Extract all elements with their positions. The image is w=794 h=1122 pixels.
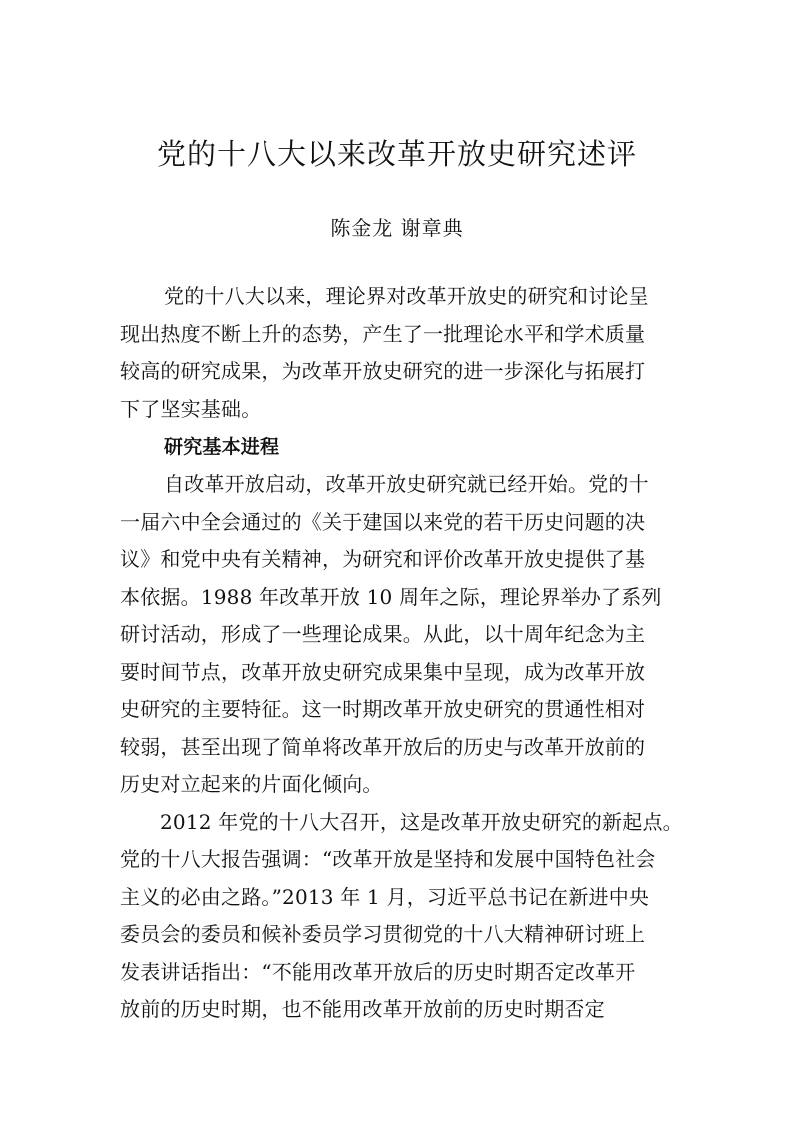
- body-line: 主义的必由之路。”2013 年 1 月，习近平总书记在新进中央: [120, 885, 650, 909]
- document-title: 党的十八大以来改革开放史研究述评: [156, 137, 637, 171]
- body-line: 放前的历史时期，也不能用改革开放前的历史时期否定: [120, 997, 605, 1021]
- body-line: 较高的研究成果，为改革开放史研究的进一步深化与拓展打: [120, 359, 646, 383]
- body-line: 议》和党中央有关精神，为研究和评价改革开放史提供了基: [120, 547, 646, 571]
- section-heading: 研究基本进程: [164, 436, 280, 458]
- body-line: 较弱，甚至出现了简单将改革开放后的历史与改革开放前的: [120, 735, 646, 759]
- body-line: 自改革开放启动，改革开放史研究就已经开始。党的十: [164, 472, 649, 496]
- body-line: 党的十八大报告强调：“改革开放是坚持和发展中国特色社会: [120, 847, 656, 871]
- body-line: 发表讲话指出：“不能用改革开放后的历史时期否定改革开: [120, 960, 636, 984]
- body-line: 现出热度不断上升的态势，产生了一批理论水平和学术质量: [120, 322, 646, 346]
- body-line: 本依据。1988 年改革开放 10 周年之际，理论界举办了系列: [120, 585, 662, 609]
- body-line: 历史对立起来的片面化倾向。: [120, 772, 383, 796]
- body-line: 要时间节点，改革开放史研究成果集中呈现，成为改革开放: [120, 660, 646, 684]
- body-line: 下了坚实基础。: [120, 397, 262, 421]
- body-line: 研讨活动，形成了一些理论成果。从此，以十周年纪念为主: [120, 622, 646, 646]
- body-line: 党的十八大以来，理论界对改革开放史的研究和讨论呈: [164, 284, 649, 308]
- body-line: 一届六中全会通过的《关于建国以来党的若干历史问题的决: [120, 510, 646, 534]
- authors: 陈金龙 谢章典: [330, 216, 464, 240]
- body-line: 委员会的委员和候补委员学习贯彻党的十八大精神研讨班上: [120, 922, 646, 946]
- body-line: 史研究的主要特征。这一时期改革开放史研究的贯通性相对: [120, 697, 646, 721]
- body-line: 2012 年党的十八大召开，这是改革开放史研究的新起点。: [160, 810, 683, 834]
